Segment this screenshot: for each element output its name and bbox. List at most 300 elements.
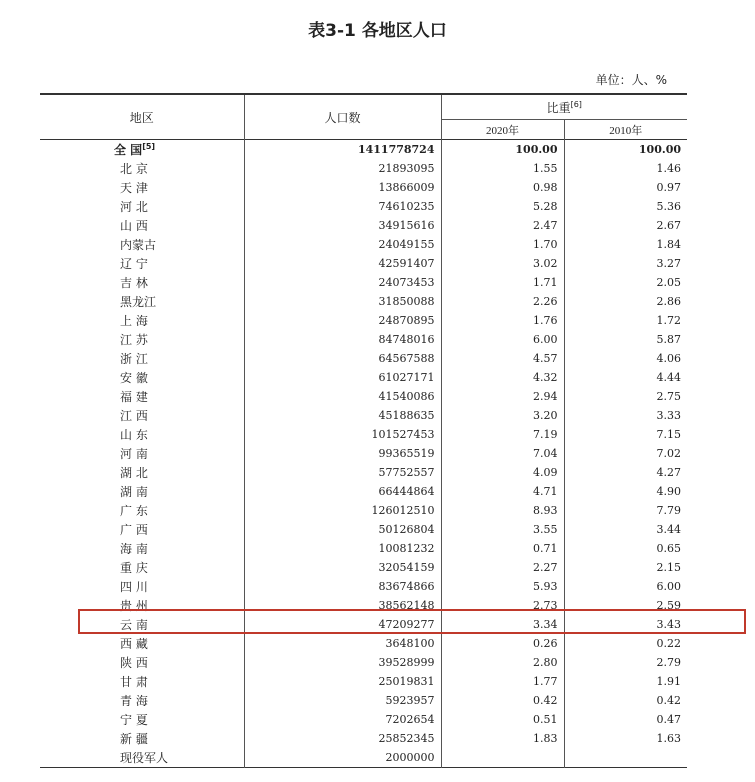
share-2010-cell-text: 1.46 — [656, 162, 682, 175]
region-cell-text: 全 国 — [114, 143, 143, 157]
share-2020-cell — [441, 140, 564, 160]
share-2020-cell-text: 7.19 — [533, 428, 558, 441]
population-cell-text: 83674866 — [378, 580, 435, 593]
table-row — [40, 482, 687, 501]
table-row — [40, 330, 687, 349]
table-row — [40, 558, 687, 577]
region-cell — [40, 197, 244, 216]
share-2010-cell — [564, 387, 687, 406]
header-2020: 2020年 — [441, 120, 564, 140]
population-cell — [244, 691, 441, 710]
region-cell-text: 海 南 — [120, 542, 148, 556]
population-cell-text: 50126804 — [378, 523, 435, 536]
region-cell-text: 吉 林 — [120, 276, 148, 290]
share-2010-cell — [564, 444, 687, 463]
table-row — [40, 292, 687, 311]
population-cell-text: 57752557 — [378, 466, 435, 479]
share-2020-cell-text: 100.00 — [515, 143, 558, 156]
share-2010-cell-text: 1.84 — [656, 238, 682, 251]
share-2010-cell — [564, 748, 687, 768]
region-cell — [40, 368, 244, 387]
share-2020-cell — [441, 292, 564, 311]
share-2010-cell-text: 0.47 — [656, 713, 682, 726]
share-2010-cell-text: 2.67 — [656, 219, 682, 232]
population-cell — [244, 425, 441, 444]
share-2010-cell — [564, 672, 687, 691]
share-2020-cell — [441, 653, 564, 672]
table-row — [40, 311, 687, 330]
population-cell-text: 38562148 — [378, 599, 435, 612]
region-cell — [40, 330, 244, 349]
share-2010-cell-text: 4.06 — [656, 352, 682, 365]
population-cell-text: 21893095 — [378, 162, 435, 175]
share-2010-cell — [564, 311, 687, 330]
population-cell — [244, 216, 441, 235]
region-cell — [40, 216, 244, 235]
population-table — [40, 93, 687, 768]
share-2020-cell-text: 4.32 — [533, 371, 558, 384]
table-row — [40, 178, 687, 197]
share-2020-cell-text: 8.93 — [533, 504, 558, 517]
share-2020-cell — [441, 273, 564, 292]
share-2010-cell-text: 1.63 — [656, 732, 682, 745]
region-cell-text: 黑龙江 — [120, 295, 157, 309]
region-cell-text: 湖 北 — [120, 466, 148, 480]
share-2010-cell — [564, 558, 687, 577]
region-cell-text: 河 南 — [120, 447, 148, 461]
share-2010-cell — [564, 501, 687, 520]
header-region: 地区 — [129, 110, 154, 125]
share-2020-cell-text: 0.26 — [533, 637, 558, 650]
share-2020-cell — [441, 311, 564, 330]
population-cell — [244, 634, 441, 653]
region-cell-text: 广 东 — [120, 504, 148, 518]
share-2010-cell — [564, 368, 687, 387]
region-cell — [40, 653, 244, 672]
share-2010-cell-text: 6.00 — [656, 580, 682, 593]
share-2020-cell-text: 2.27 — [533, 561, 558, 574]
population-cell-text: 41540086 — [378, 390, 435, 403]
population-cell — [244, 653, 441, 672]
share-2020-cell — [441, 501, 564, 520]
region-cell — [40, 178, 244, 197]
share-2020-cell — [441, 539, 564, 558]
share-2010-cell — [564, 406, 687, 425]
population-cell-text: 2000000 — [385, 751, 435, 764]
region-cell-text: 天 津 — [120, 181, 148, 195]
share-2010-cell — [564, 710, 687, 729]
table-row — [40, 729, 687, 748]
region-cell-text: 云 南 — [120, 618, 148, 632]
share-2020-cell — [441, 463, 564, 482]
population-cell-text: 24073453 — [378, 276, 435, 289]
region-cell-text: 上 海 — [120, 314, 148, 328]
share-2020-cell — [441, 235, 564, 254]
population-cell — [244, 672, 441, 691]
share-2010-cell — [564, 235, 687, 254]
table-row — [40, 273, 687, 292]
share-2010-cell-text: 0.22 — [656, 637, 682, 650]
share-2010-cell-text: 2.75 — [656, 390, 682, 403]
share-2020-cell-text: 2.80 — [533, 656, 558, 669]
share-2020-cell — [441, 729, 564, 748]
region-cell-text: 辽 宁 — [120, 257, 148, 271]
share-2010-cell — [564, 482, 687, 501]
region-cell-text: 北 京 — [120, 162, 148, 176]
population-cell — [244, 539, 441, 558]
region-cell-text: 青 海 — [120, 694, 148, 708]
population-cell — [244, 596, 441, 615]
population-cell — [244, 178, 441, 197]
share-2020-cell — [441, 615, 564, 634]
share-2020-cell — [441, 216, 564, 235]
region-cell — [40, 387, 244, 406]
share-2020-cell-text: 0.51 — [533, 713, 558, 726]
region-cell — [40, 748, 244, 768]
population-cell-text: 61027171 — [378, 371, 435, 384]
population-cell-text: 24049155 — [378, 238, 435, 251]
header-share — [441, 94, 687, 120]
table-row — [40, 596, 687, 615]
region-cell-text: 贵 州 — [120, 599, 148, 613]
region-cell-text: 新 疆 — [120, 732, 148, 746]
population-cell — [244, 710, 441, 729]
share-2010-cell-text: 2.79 — [656, 656, 682, 669]
population-cell — [244, 501, 441, 520]
share-2010-cell — [564, 539, 687, 558]
population-cell-text: 66444864 — [378, 485, 435, 498]
population-cell-text: 1411778724 — [357, 143, 435, 156]
share-2020-cell-text: 7.04 — [533, 447, 558, 460]
population-cell-text: 74610235 — [378, 200, 435, 213]
table-row — [40, 197, 687, 216]
table-row — [40, 235, 687, 254]
share-2010-cell-text: 0.42 — [656, 694, 682, 707]
region-cell — [40, 501, 244, 520]
share-2010-cell-text: 7.02 — [656, 447, 682, 460]
share-2020-cell-text: 2.26 — [533, 295, 558, 308]
share-2020-cell — [441, 634, 564, 653]
share-2010-cell-text: 1.91 — [656, 675, 682, 688]
share-2020-cell — [441, 577, 564, 596]
share-2010-cell-text: 7.15 — [656, 428, 682, 441]
population-cell-text: 10081232 — [378, 542, 435, 555]
share-2020-cell — [441, 178, 564, 197]
region-cell-text: 现役军人 — [120, 751, 169, 765]
region-cell — [40, 463, 244, 482]
population-cell-text: 25019831 — [378, 675, 435, 688]
share-2020-cell — [441, 691, 564, 710]
population-cell — [244, 368, 441, 387]
population-cell — [244, 387, 441, 406]
region-cell — [40, 311, 244, 330]
share-2020-cell — [441, 368, 564, 387]
population-cell — [244, 463, 441, 482]
header-2010: 2010年 — [564, 120, 687, 140]
table-row — [40, 425, 687, 444]
table-row — [40, 501, 687, 520]
share-2020-cell-text: 4.57 — [533, 352, 558, 365]
table-row — [40, 615, 687, 634]
table-row — [40, 634, 687, 653]
population-cell — [244, 273, 441, 292]
region-cell — [40, 596, 244, 615]
share-2020-cell-text: 3.02 — [533, 257, 558, 270]
region-cell — [40, 482, 244, 501]
table-body — [40, 140, 687, 768]
region-cell-text: 甘 肃 — [120, 675, 148, 689]
population-cell — [244, 197, 441, 216]
share-2020-cell-text: 5.28 — [533, 200, 558, 213]
population-cell — [244, 615, 441, 634]
share-2020-cell-text: 1.71 — [533, 276, 558, 289]
population-cell-text: 31850088 — [378, 295, 435, 308]
share-2010-cell — [564, 691, 687, 710]
table-row — [40, 710, 687, 729]
unit-label: 单位：人、% — [595, 73, 667, 87]
share-2010-cell — [564, 178, 687, 197]
region-cell — [40, 140, 244, 160]
table-row — [40, 539, 687, 558]
population-cell — [244, 520, 441, 539]
table-header — [40, 94, 687, 140]
population-cell — [244, 406, 441, 425]
table-row — [40, 691, 687, 710]
share-2010-cell-text: 7.79 — [656, 504, 682, 517]
table-row — [40, 748, 687, 768]
share-2020-cell — [441, 558, 564, 577]
share-2020-cell-text: 3.34 — [533, 618, 558, 631]
region-cell — [40, 349, 244, 368]
region-cell — [40, 159, 244, 178]
region-cell-text: 陕 西 — [120, 656, 148, 670]
share-2020-cell-text: 0.42 — [533, 694, 558, 707]
table-row — [40, 254, 687, 273]
region-cell — [40, 691, 244, 710]
region-cell-text: 山 东 — [120, 428, 148, 442]
region-cell-text: 山 西 — [120, 219, 148, 233]
population-cell-text: 13866009 — [378, 181, 435, 194]
population-cell — [244, 292, 441, 311]
table-row — [40, 577, 687, 596]
share-2020-cell-text: 4.71 — [533, 485, 558, 498]
share-2010-cell — [564, 653, 687, 672]
share-2010-cell — [564, 330, 687, 349]
table-row — [40, 520, 687, 539]
header-share-note: [6] — [570, 99, 582, 109]
share-2020-cell-text: 2.73 — [533, 599, 558, 612]
share-2020-cell — [441, 349, 564, 368]
population-cell — [244, 482, 441, 501]
share-2020-cell — [441, 425, 564, 444]
population-cell — [244, 558, 441, 577]
share-2010-cell — [564, 292, 687, 311]
population-cell — [244, 159, 441, 178]
share-2010-cell — [564, 520, 687, 539]
share-2010-cell-text: 4.44 — [656, 371, 682, 384]
table-row — [40, 406, 687, 425]
region-cell — [40, 558, 244, 577]
population-cell-text: 24870895 — [378, 314, 435, 327]
share-2010-cell — [564, 615, 687, 634]
population-cell-text: 101527453 — [371, 428, 435, 441]
region-cell-text: 重 庆 — [120, 561, 148, 575]
region-cell — [40, 406, 244, 425]
share-2010-cell — [564, 216, 687, 235]
population-cell-text: 25852345 — [378, 732, 435, 745]
region-cell-text: 广 西 — [120, 523, 148, 537]
share-2020-cell — [441, 520, 564, 539]
region-cell-text: 西 藏 — [120, 637, 148, 651]
share-2020-cell-text: 1.77 — [533, 675, 558, 688]
share-2010-cell-text: 100.00 — [638, 143, 682, 156]
region-cell-text: 安 徽 — [120, 371, 148, 385]
table-row — [40, 387, 687, 406]
share-2010-cell-text: 2.86 — [656, 295, 682, 308]
population-cell — [244, 748, 441, 768]
share-2020-cell — [441, 330, 564, 349]
share-2010-cell — [564, 596, 687, 615]
region-cell — [40, 254, 244, 273]
header-population: 人口数 — [244, 94, 441, 140]
region-cell-text: 宁 夏 — [120, 713, 148, 727]
share-2020-cell-text: 1.83 — [533, 732, 558, 745]
population-cell-text: 34915616 — [378, 219, 435, 232]
share-2020-cell-text: 3.55 — [533, 523, 558, 536]
population-cell — [244, 444, 441, 463]
share-2020-cell — [441, 710, 564, 729]
population-cell-text: 126012510 — [371, 504, 435, 517]
region-cell — [40, 520, 244, 539]
table-row — [40, 216, 687, 235]
region-cell — [40, 235, 244, 254]
share-2010-cell-text: 4.90 — [656, 485, 682, 498]
region-cell — [40, 672, 244, 691]
population-cell — [244, 349, 441, 368]
table-row — [40, 653, 687, 672]
region-cell — [40, 425, 244, 444]
table-row — [40, 463, 687, 482]
share-2010-cell-text: 2.15 — [656, 561, 682, 574]
share-2010-cell-text: 3.33 — [656, 409, 682, 422]
region-cell-text: 福 建 — [120, 390, 148, 404]
region-cell — [40, 615, 244, 634]
population-cell — [244, 140, 441, 160]
share-2010-cell-text: 5.36 — [656, 200, 682, 213]
population-cell — [244, 254, 441, 273]
share-2010-cell — [564, 634, 687, 653]
share-2020-cell — [441, 596, 564, 615]
share-2020-cell — [441, 254, 564, 273]
population-cell — [244, 311, 441, 330]
share-2010-cell-text: 5.87 — [656, 333, 682, 346]
share-2010-cell-text: 0.97 — [656, 181, 682, 194]
share-2010-cell-text: 3.27 — [656, 257, 682, 270]
population-cell-text: 42591407 — [378, 257, 435, 270]
table-title: 表3-1 各地区人口 — [308, 21, 447, 41]
region-cell — [40, 444, 244, 463]
population-cell — [244, 577, 441, 596]
share-2020-cell — [441, 159, 564, 178]
share-2020-cell — [441, 444, 564, 463]
region-cell — [40, 577, 244, 596]
region-cell-text: 河 北 — [120, 200, 148, 214]
share-2010-cell-text: 0.65 — [656, 542, 682, 555]
share-2010-cell-text: 2.59 — [656, 599, 682, 612]
population-cell — [244, 235, 441, 254]
header-share-label: 比重 — [546, 100, 571, 115]
share-2010-cell — [564, 729, 687, 748]
population-cell-text: 39528999 — [378, 656, 435, 669]
table-row — [40, 672, 687, 691]
share-2010-cell — [564, 577, 687, 596]
share-2020-cell-text: 4.09 — [533, 466, 558, 479]
share-2010-cell-text: 2.05 — [656, 276, 682, 289]
region-note: [5] — [142, 142, 156, 151]
share-2010-cell — [564, 349, 687, 368]
share-2020-cell-text: 1.76 — [533, 314, 558, 327]
population-cell-text: 84748016 — [378, 333, 435, 346]
share-2020-cell-text: 2.94 — [533, 390, 558, 403]
share-2010-cell — [564, 197, 687, 216]
population-cell-text: 45188635 — [378, 409, 435, 422]
region-cell-text: 四 川 — [120, 580, 148, 594]
share-2010-cell-text: 4.27 — [656, 466, 682, 479]
population-cell-text: 5923957 — [385, 694, 435, 707]
region-cell — [40, 539, 244, 558]
table-row-total — [40, 140, 687, 160]
share-2020-cell-text: 0.71 — [533, 542, 558, 555]
population-cell-text: 47209277 — [378, 618, 435, 631]
population-cell — [244, 330, 441, 349]
region-cell — [40, 273, 244, 292]
share-2020-cell-text: 5.93 — [533, 580, 558, 593]
share-2010-cell-text: 3.43 — [656, 618, 682, 631]
region-cell-text: 内蒙古 — [120, 238, 157, 252]
share-2020-cell — [441, 406, 564, 425]
share-2020-cell-text: 1.70 — [533, 238, 558, 251]
share-2020-cell-text: 2.47 — [533, 219, 558, 232]
share-2010-cell-text: 1.72 — [656, 314, 682, 327]
region-cell-text: 江 西 — [120, 409, 148, 423]
share-2020-cell-text: 3.20 — [533, 409, 558, 422]
share-2020-cell — [441, 672, 564, 691]
population-cell — [244, 729, 441, 748]
share-2020-cell — [441, 482, 564, 501]
region-cell — [40, 292, 244, 311]
share-2010-cell — [564, 140, 687, 160]
population-cell-text: 99365519 — [378, 447, 435, 460]
population-cell-text: 64567588 — [378, 352, 435, 365]
share-2020-cell — [441, 748, 564, 768]
region-cell-text: 江 苏 — [120, 333, 148, 347]
region-cell-text: 湖 南 — [120, 485, 148, 499]
share-2010-cell-text: 3.44 — [656, 523, 682, 536]
table-row — [40, 349, 687, 368]
share-2020-cell-text: 1.55 — [533, 162, 558, 175]
share-2010-cell — [564, 159, 687, 178]
share-2020-cell-text: 0.98 — [533, 181, 558, 194]
population-cell-text: 7202654 — [385, 713, 435, 726]
share-2010-cell — [564, 463, 687, 482]
share-2020-cell — [441, 197, 564, 216]
share-2020-cell-text: 6.00 — [533, 333, 558, 346]
region-cell — [40, 710, 244, 729]
region-cell — [40, 634, 244, 653]
table-row — [40, 159, 687, 178]
share-2010-cell — [564, 273, 687, 292]
population-cell-text: 3648100 — [385, 637, 435, 650]
